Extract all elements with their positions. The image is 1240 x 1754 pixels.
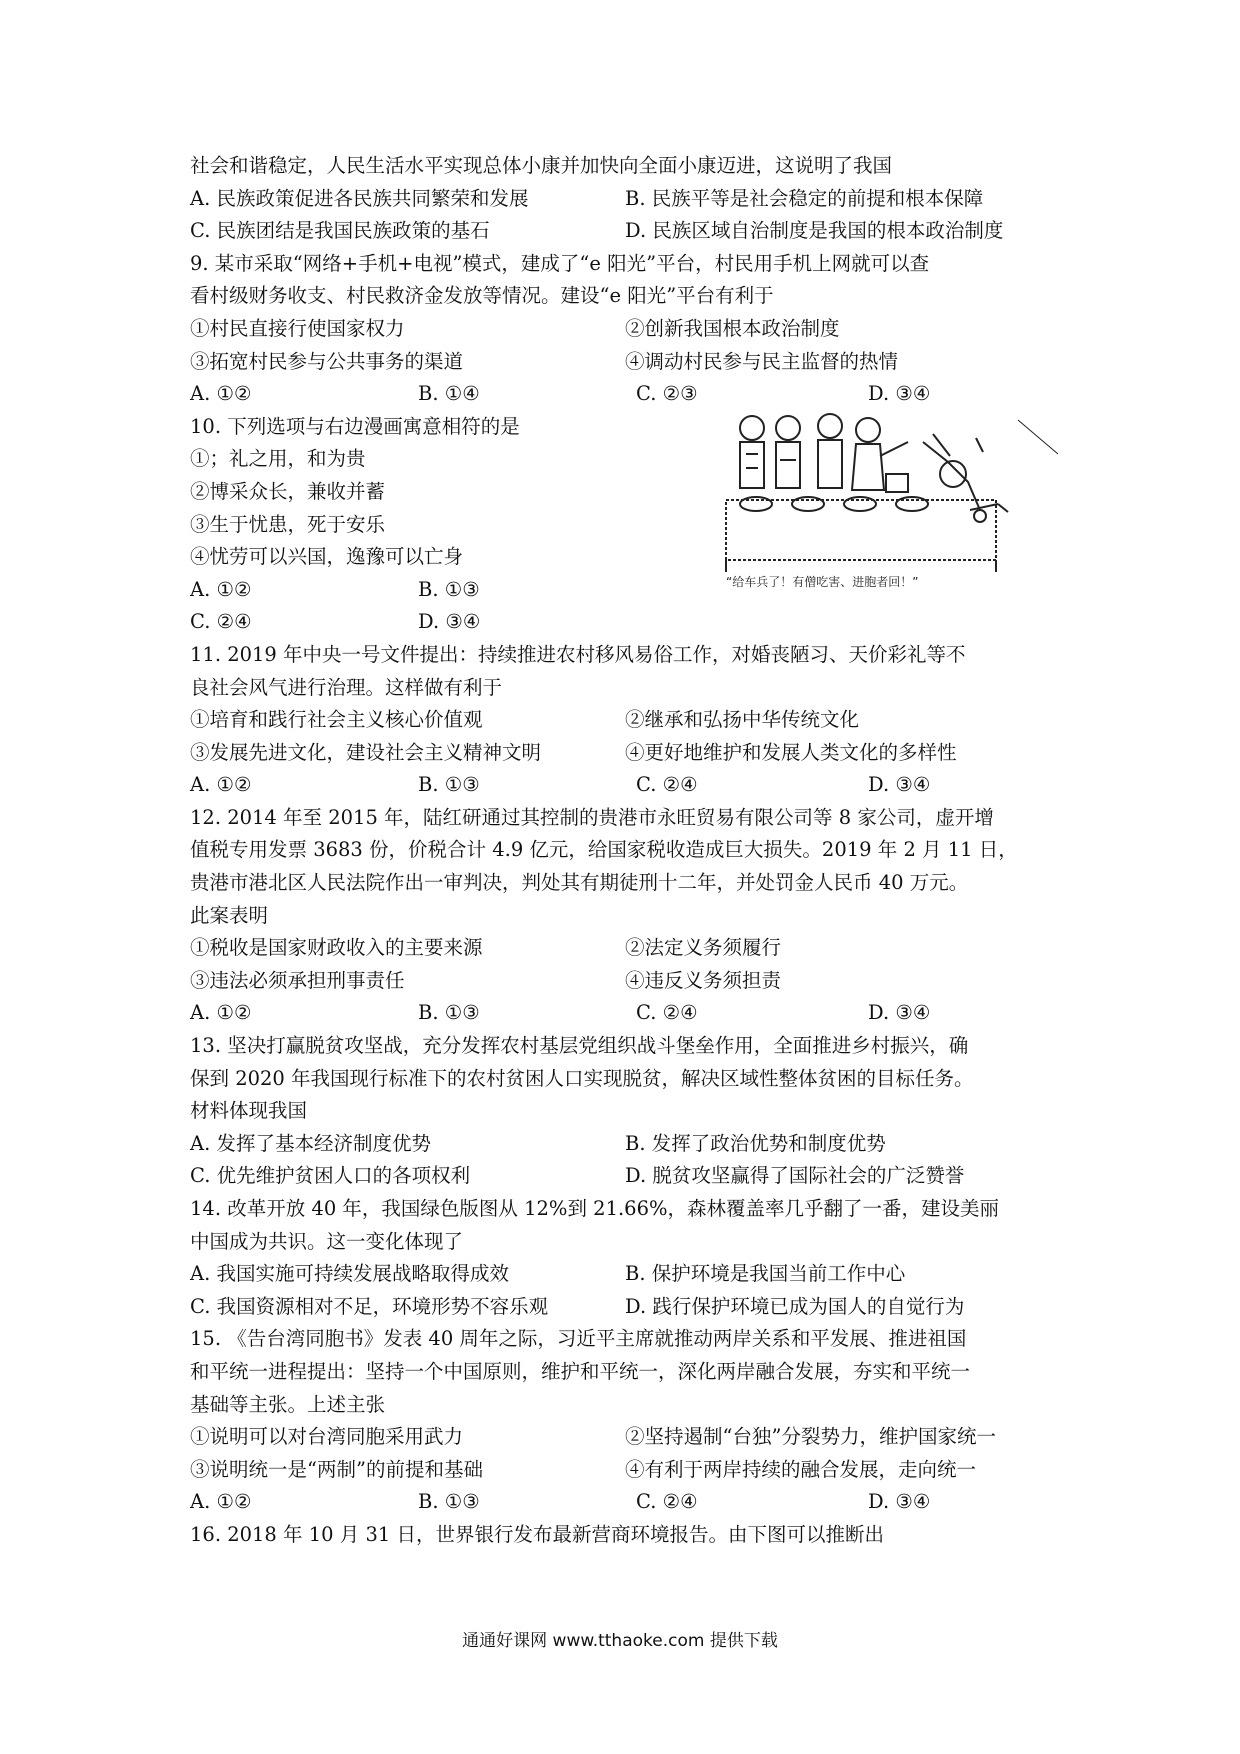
q9-item-1: ①村民直接行使国家权力 — [190, 316, 405, 340]
q9-stem-line-2: 看村级财务收支、村民救济金发放等情况。建设“e 阳光”平台有利于 — [190, 284, 774, 308]
q9-choice-c: C. ②③ — [636, 382, 698, 406]
q12-choices — [190, 997, 1060, 1030]
q11-choice-b: B. ①③ — [418, 773, 480, 797]
q8-options-row-1 — [190, 183, 1060, 216]
q15-stem-line-3: 基础等主张。上述主张 — [190, 1392, 386, 1416]
q12-item-1: ①税收是国家财政收入的主要来源 — [190, 936, 483, 960]
q10-choice-b: B. ①③ — [418, 577, 480, 601]
q13-stem-line-2: 保到 2020 年我国现行标准下的农村贫困人口实现脱贫，解决区域性整体贫困的目标任务。 — [190, 1066, 974, 1090]
q12-stem-line-1: 12. 2014 年至 2015 年，陆红研通过其控制的贵港市永旺贸易有限公司等 8 家公司，虚开增 — [190, 805, 994, 829]
q9-stem-line-1: 9. 某市采取“网络+手机+电视”模式，建成了“e 阳光”平台，村民用手机上网就可以查 — [190, 251, 930, 275]
q13-option-c: C. 优先维护贫困人口的各项权利 — [190, 1164, 471, 1188]
q12-items-row-2 — [190, 965, 1060, 998]
q8-stem-tail: 社会和谐稳定，人民生活水平实现总体小康并加快向全面小康迈进，这说明了我国 — [190, 154, 893, 177]
q13-option-d: D. 脱贫攻坚赢得了国际社会的广泛赞誉 — [625, 1164, 965, 1188]
q11-stem-line-1: 11. 2019 年中央一号文件提出：持续推进农村移风易俗工作，对婚丧陋习、天价彩礼等不 — [190, 642, 966, 666]
q8-option-d: D. 民族区域自治制度是我国的根本政治制度 — [625, 219, 1004, 243]
q11-item-3: ③发展先进文化，建设社会主义精神文明 — [190, 740, 542, 764]
q8-option-a: A. 民族政策促进各民族共同繁荣和发展 — [190, 186, 529, 210]
q12-item-2: ②法定义务须履行 — [625, 936, 782, 960]
cartoon-caption: “给车兵了！有僧吃害、进胞者回！” — [726, 575, 919, 589]
q11-items-row-2 — [190, 737, 1060, 770]
q9-item-3: ③拓宽村民参与公共事务的渠道 — [190, 349, 464, 373]
q13-options-row-2 — [190, 1160, 1060, 1193]
q10-cartoon-image — [718, 412, 1068, 592]
q9-items-row-2 — [190, 346, 1060, 379]
q15-stem-line-1: 15. 《告台湾同胞书》发表 40 周年之际，习近平主席就推动两岸关系和平发展、推进祖国 — [190, 1327, 967, 1351]
q10-choices-row-2 — [190, 606, 1060, 639]
q9-choice-a: A. ①② — [190, 382, 252, 406]
q10-item-1: ①；礼之用，和为贵 — [190, 447, 366, 471]
q15-item-1: ①说明可以对台湾同胞采用武力 — [190, 1425, 464, 1449]
q12-choice-d: D. ③④ — [868, 1001, 931, 1025]
q15-items-row-1 — [190, 1421, 1060, 1454]
q10-choice-c: C. ②④ — [190, 610, 252, 634]
q15-item-3: ③说明统一是“两制”的前提和基础 — [190, 1457, 483, 1481]
q12-item-3: ③违法必须承担刑事责任 — [190, 968, 405, 992]
q11-item-2: ②继承和弘扬中华传统文化 — [625, 708, 860, 732]
q11-item-4: ④更好地维护和发展人类文化的多样性 — [625, 740, 957, 764]
q13-option-b: B. 发挥了政治优势和制度优势 — [625, 1131, 886, 1155]
q12-stem-line-4: 此案表明 — [190, 903, 269, 927]
q10-item-3: ③生于忧患，死于安乐 — [190, 512, 386, 536]
q13-options-row-1 — [190, 1128, 1060, 1161]
q10-item-2: ②博采众长，兼收并蓄 — [190, 479, 386, 503]
q15-choice-a: A. ①② — [190, 1490, 252, 1514]
q12-stem-line-3: 贵港市港北区人民法院作出一审判决，判处其有期徒刑十二年，并处罚金人民币 40 万元。 — [190, 871, 969, 895]
q14-stem-line-2: 中国成为共识。这一变化体现了 — [190, 1229, 464, 1253]
q15-choice-d: D. ③④ — [868, 1490, 931, 1514]
q12-item-4: ④违反义务须担责 — [625, 968, 782, 992]
q10-stem: 10. 下列选项与右边漫画寓意相符的是 — [190, 414, 520, 438]
q11-choice-c: C. ②④ — [636, 773, 698, 797]
q9-choices — [190, 378, 1060, 411]
q15-choice-b: B. ①③ — [418, 1490, 480, 1514]
q11-choice-a: A. ①② — [190, 773, 252, 797]
q14-options-row-2 — [190, 1291, 1060, 1324]
q14-option-b: B. 保护环境是我国当前工作中心 — [625, 1262, 906, 1286]
q15-choices — [190, 1486, 1060, 1519]
q11-items-row-1 — [190, 704, 1060, 737]
q9-choice-d: D. ③④ — [868, 382, 931, 406]
q10-item-4: ④忧劳可以兴国，逸豫可以亡身 — [190, 545, 464, 569]
q12-stem-line-2: 值税专用发票 3683 份，价税合计 4.9 亿元，给国家税收造成巨大损失。2019 年 2 月 11 日， — [190, 838, 1018, 862]
q11-stem-line-2: 良社会风气进行治理。这样做有利于 — [190, 675, 503, 699]
q15-choice-c: C. ②④ — [636, 1490, 698, 1514]
q14-stem-line-1: 14. 改革开放 40 年，我国绿色版图从 12%到 21.66%，森林覆盖率几乎翻了一番，建设美丽 — [190, 1197, 1000, 1220]
q14-option-a: A. 我国实施可持续发展战略取得成效 — [190, 1262, 509, 1286]
q8-option-b: B. 民族平等是社会稳定的前提和根本保障 — [625, 186, 984, 210]
q14-option-d: D. 践行保护环境已成为国人的自觉行为 — [625, 1294, 965, 1318]
q14-options-row-1 — [190, 1258, 1060, 1291]
footer-source: 通通好课网 www.tthaoke.com 提供下载 — [462, 1631, 778, 1651]
q10-choice-a: A. ①② — [190, 577, 252, 601]
q13-stem-line-1: 13. 坚决打赢脱贫攻坚战，充分发挥农村基层党组织战斗堡垒作用，全面推进乡村振兴，确 — [190, 1034, 969, 1058]
q9-choice-b: B. ①④ — [418, 382, 480, 406]
q10-choice-d: D. ③④ — [418, 610, 481, 634]
q12-items-row-1 — [190, 932, 1060, 965]
q16-stem: 16. 2018 年 10 月 31 日，世界银行发布最新营商环境报告。由下图可以推断出 — [190, 1522, 884, 1546]
q15-stem-line-2: 和平统一进程提出：坚持一个中国原则，维护和平统一，深化两岸融合发展，夯实和平统一 — [190, 1359, 971, 1383]
q12-choice-b: B. ①③ — [418, 1001, 480, 1025]
q14-option-c: C. 我国资源相对不足，环境形势不容乐观 — [190, 1294, 549, 1318]
q12-choice-c: C. ②④ — [636, 1001, 698, 1025]
q11-item-1: ①培育和践行社会主义核心价值观 — [190, 708, 483, 732]
q8-option-c: C. 民族团结是我国民族政策的基石 — [190, 219, 490, 243]
q9-item-2: ②创新我国根本政治制度 — [625, 316, 840, 340]
exam-page — [190, 150, 1060, 1552]
q13-option-a: A. 发挥了基本经济制度优势 — [190, 1131, 431, 1155]
q15-items-row-2 — [190, 1454, 1060, 1487]
q9-items-row-1 — [190, 313, 1060, 346]
q12-choice-a: A. ①② — [190, 1001, 252, 1025]
q11-choice-d: D. ③④ — [868, 773, 931, 797]
q15-item-2: ②坚持遏制“台独”分裂势力，维护国家统一 — [625, 1425, 996, 1449]
q9-item-4: ④调动村民参与民主监督的热情 — [625, 349, 899, 373]
q15-item-4: ④有利于两岸持续的融合发展，走向统一 — [625, 1457, 977, 1481]
q11-choices — [190, 769, 1060, 802]
q13-stem-line-3: 材料体现我国 — [190, 1099, 308, 1123]
q8-options-row-2 — [190, 215, 1060, 248]
